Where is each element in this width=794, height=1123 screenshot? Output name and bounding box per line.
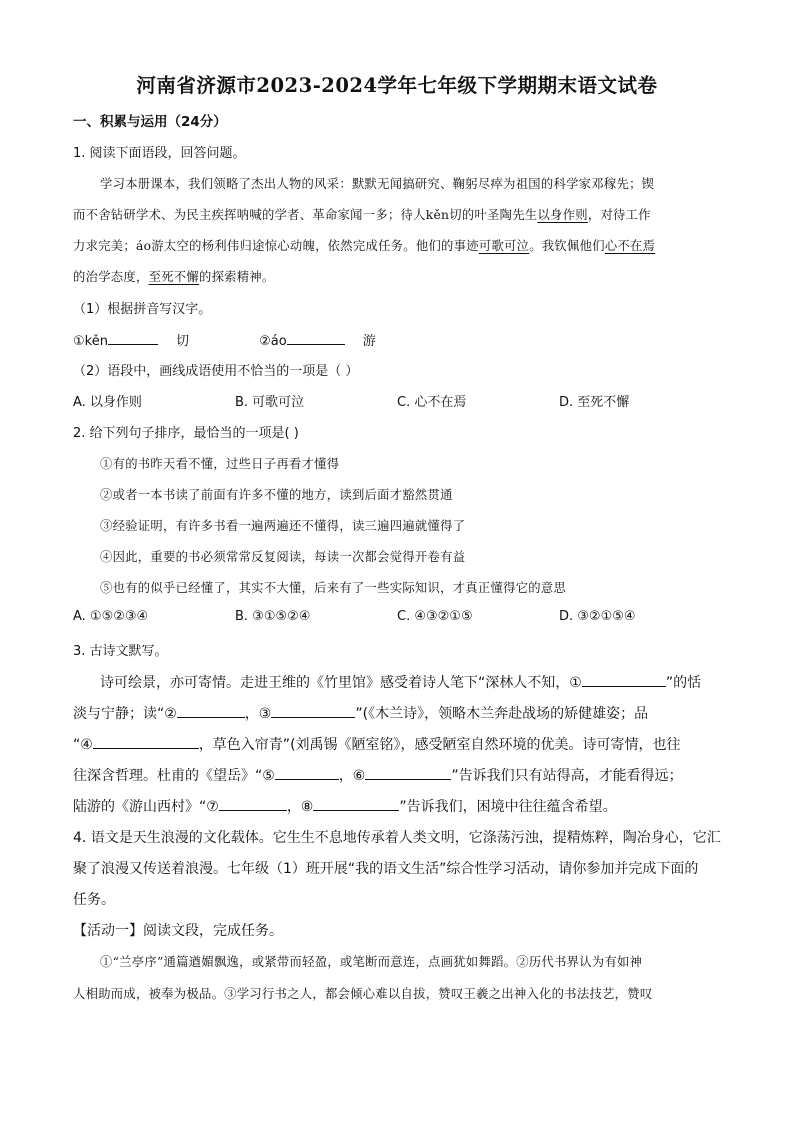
answer-blank[interactable] — [365, 766, 451, 780]
idiom-underlined: 以身作则 — [537, 208, 588, 222]
sentence-3: ③经验证明，有许多书看一遍两遍还不懂得，读三遍四遍就懂得了 — [100, 519, 466, 533]
question-2-options — [73, 609, 723, 629]
answer-blank[interactable] — [271, 704, 355, 718]
answer-blank[interactable] — [93, 735, 199, 749]
option-c[interactable]: C. 心不在焉 — [397, 395, 467, 410]
activity-passage-line-1: ①“兰亭序”通篇遒媚飘逸，或紧带而轻盈，或笔断而意连，点画犹如舞蹈。②历代书界认为有如神 — [100, 955, 643, 969]
poem-line-5: 陆游的《游山西村》“⑦ ，⑧ ”告诉我们，困境中往往蕴含希望。 — [73, 799, 617, 815]
question-3-stem: 3. 古诗文默写。 — [73, 644, 168, 659]
poem-line-4: 往深含哲理。杜甫的《望岳》“⑤ ，⑥ ”告诉我们只有站得高，才能看得远； — [73, 768, 683, 784]
idiom-underlined: 心不在焉 — [604, 239, 656, 253]
answer-blank[interactable] — [108, 331, 158, 345]
sentence-4: ④因此，重要的书必须常常反复阅读，每读一次都会觉得开卷有益 — [100, 550, 466, 564]
sentence-5: ⑤也有的似乎已经懂了，其实不大懂，后来有了一些实际知识，才真正懂得它的意思 — [100, 581, 567, 595]
option-b[interactable]: B. 可歌可泣 — [235, 395, 305, 410]
poem-line-3: “④ ，草色入帘青”(刘禹锡《陋室铭》，感受陋室自然环境的优美。诗可寄情，也往 — [73, 737, 681, 753]
activity-passage-line-2: 人相助而成，被奉为极品。③学习行书之人，都会倾心难以自拔，赞叹王羲之出神入化的书法技艺，赞叹 — [73, 987, 653, 1001]
idiom-underlined: 至死不懈 — [148, 270, 199, 284]
poem-line-1: 诗可绘景，亦可寄情。走进王维的《竹里馆》感受着诗人笔下“深林人不知，① ”的恬 — [100, 675, 702, 691]
sentence-2: ②或者一本书读了前面有许多不懂的地方，读到后面才豁然贯通 — [100, 488, 453, 502]
answer-blank[interactable] — [177, 704, 245, 718]
question-4-line-1: 4. 语文是天生浪漫的文化载体。它生生不息地传承着人类文明，它涤荡污浊，提精炼粹，陶冶身心，它汇 — [73, 830, 721, 846]
question-2-stem: 2. 给下列句子排序，最恰当的一项是( ) — [73, 426, 299, 441]
answer-blank[interactable] — [313, 797, 399, 811]
pinyin-row: ①kěn 切 ②áo 游 — [73, 330, 376, 349]
question-4-line-2: 聚了浪漫又传送着浪漫。七年级（1）班开展“我的语文生活”综合性学习活动，请你参加并完成下面的 — [73, 861, 699, 877]
question-1-options — [73, 391, 723, 411]
activity-heading: 【活动一】阅读文段，完成任务。 — [73, 923, 283, 939]
passage-line-2: 而不舍钻研学术、为民主疾挥呐喊的学者、革命家闻一多；待人kěn切的叶圣陶先生以身作则，对待工作 — [73, 208, 651, 222]
answer-blank[interactable] — [287, 331, 345, 345]
option-d[interactable]: D. 至死不懈 — [559, 395, 630, 410]
section-heading: 一、积累与运用（24分） — [73, 114, 227, 130]
answer-blank[interactable] — [582, 673, 666, 687]
option-c[interactable]: C. ④③②①⑤ — [397, 609, 473, 624]
idiom-underlined: 可歌可泣 — [478, 239, 530, 253]
passage-line-1: 学习本册课本，我们领略了杰出人物的风采：默默无闻搞研究、鞠躬尽瘁为祖国的科学家邓稼先；锲 — [100, 177, 655, 191]
option-a[interactable]: A. 以身作则 — [73, 395, 142, 410]
option-d[interactable]: D. ③②①⑤④ — [559, 609, 636, 624]
question-4-line-3: 任务。 — [73, 892, 115, 908]
answer-blank[interactable] — [219, 797, 287, 811]
option-a[interactable]: A. ①⑤②③④ — [73, 609, 149, 624]
passage-line-4: 的治学态度，至死不懈的探索精神。 — [73, 270, 275, 284]
question-1-stem: 1. 阅读下面语段，回答问题。 — [73, 146, 246, 161]
poem-line-2: 淡与宁静；读“② ，③ ”(《木兰诗》，领略木兰奔赴战场的矫健雄姿；品 — [73, 706, 649, 722]
passage-line-3: 力求完美；áo游太空的杨利伟归途惊心动魄，依然完成任务。他们的事迹可歌可泣。我钦佩他们心不在焉 — [73, 239, 656, 253]
question-1-sub-2: （2）语段中，画线成语使用不恰当的一项是（ ） — [73, 364, 359, 379]
answer-blank[interactable] — [275, 766, 339, 780]
page-title: 河南省济源市2023-2024学年七年级下学期期末语文试卷 — [136, 74, 658, 97]
question-1-sub-1: （1）根据拼音写汉字。 — [73, 302, 212, 317]
option-b[interactable]: B. ③①⑤②④ — [235, 609, 311, 624]
sentence-1: ①有的书昨天看不懂，过些日子再看才懂得 — [100, 457, 340, 471]
